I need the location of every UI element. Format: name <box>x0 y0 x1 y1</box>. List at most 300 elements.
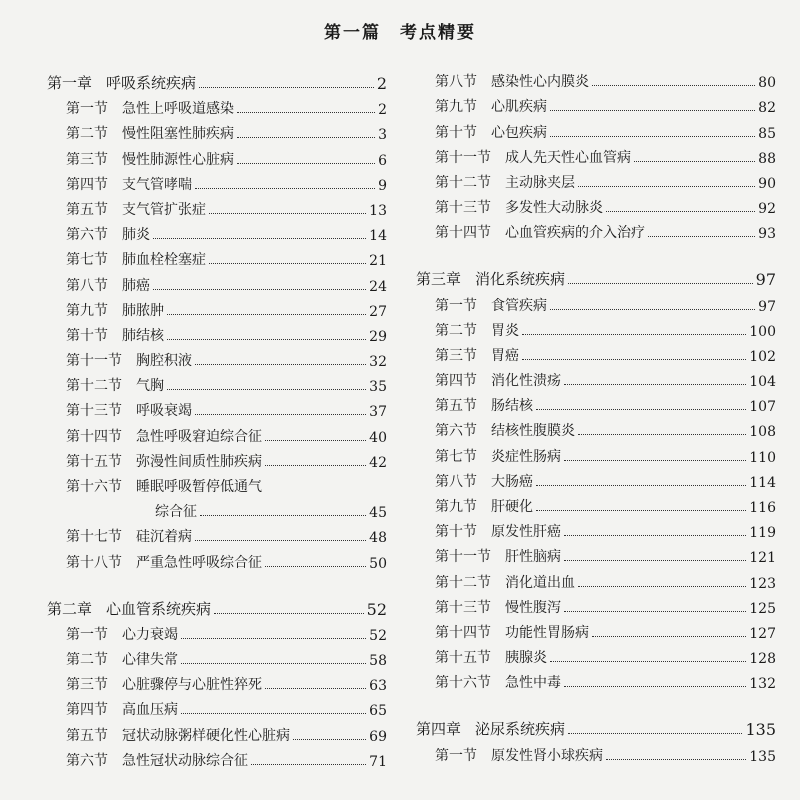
entry-page-number: 35 <box>369 379 387 396</box>
entry-label <box>66 451 262 471</box>
entry-title: 硅沉着病 <box>136 529 192 546</box>
dot-leader <box>195 414 366 415</box>
section-gap <box>416 242 776 262</box>
entry-page-number: 14 <box>369 228 387 245</box>
entry-page-number: 27 <box>369 303 387 320</box>
dot-leader <box>648 236 755 237</box>
dot-leader <box>237 112 375 113</box>
entry-label <box>66 325 164 345</box>
toc-section-entry[interactable] <box>416 66 776 91</box>
toc-right-column <box>416 66 776 765</box>
toc-section-entry[interactable] <box>416 116 776 141</box>
entry-label <box>435 597 561 617</box>
entry-label <box>435 172 575 192</box>
entry-title: 急性呼吸窘迫综合征 <box>136 428 262 445</box>
entry-label <box>66 123 234 143</box>
entry-number: 第八节 <box>435 74 477 91</box>
entry-label <box>435 222 645 242</box>
dot-leader <box>522 359 746 360</box>
toc-chapter-entry[interactable] <box>416 262 776 289</box>
entry-label <box>416 268 565 289</box>
entry-label <box>66 199 206 219</box>
entry-title: 支气管扩张症 <box>122 201 206 218</box>
toc-section-entry[interactable] <box>47 244 387 269</box>
entry-page-number: 29 <box>369 328 387 345</box>
entry-number: 第六节 <box>66 752 108 769</box>
entry-label <box>435 147 631 167</box>
entry-number: 第九节 <box>66 302 108 319</box>
dot-leader <box>550 136 755 137</box>
entry-title: 心血管疾病的介入治疗 <box>505 225 645 242</box>
entry-label <box>435 521 561 541</box>
entry-page-number: 97 <box>758 298 776 315</box>
dot-leader <box>550 309 755 310</box>
dot-leader <box>153 238 366 239</box>
entry-title: 气胸 <box>136 378 164 395</box>
toc-section-entry[interactable] <box>47 93 387 118</box>
toc-section-entry[interactable] <box>416 289 776 314</box>
dot-leader <box>564 535 746 536</box>
entry-label <box>435 370 561 390</box>
toc-section-entry[interactable] <box>416 592 776 617</box>
entry-label <box>66 149 234 169</box>
entry-number: 第八节 <box>435 473 477 490</box>
entry-title: 支气管哮喘 <box>122 176 192 193</box>
entry-number: 第十四节 <box>435 624 491 641</box>
entry-title: 高血压病 <box>122 702 178 719</box>
entry-number: 第十八节 <box>66 554 122 571</box>
entry-title: 大肠癌 <box>491 473 533 490</box>
entry-title: 心血管系统疾病 <box>106 599 212 618</box>
toc-section-entry[interactable] <box>416 617 776 642</box>
entry-page-number: 13 <box>369 202 387 219</box>
toc-section-entry[interactable] <box>416 390 776 415</box>
entry-title: 弥漫性间质性肺疾病 <box>136 453 262 470</box>
entry-label <box>435 496 533 516</box>
entry-label <box>435 96 547 116</box>
entry-label <box>66 624 178 644</box>
toc-section-entry[interactable] <box>47 745 387 770</box>
entry-title: 肝性脑病 <box>505 549 561 566</box>
toc-section-entry[interactable] <box>47 546 387 571</box>
entry-title: 消化道出血 <box>505 574 575 591</box>
entry-page-number: 3 <box>378 127 387 144</box>
entry-title: 急性冠状动脉综合征 <box>122 752 248 769</box>
toc-section-entry[interactable] <box>47 446 387 471</box>
entry-label <box>66 300 164 320</box>
entry-number: 第二节 <box>435 322 477 339</box>
entry-number: 第十三节 <box>435 599 491 616</box>
entry-title: 睡眠呼吸暂停低通气 <box>136 479 262 495</box>
entry-label <box>66 725 290 745</box>
entry-label <box>435 71 589 91</box>
entry-title: 呼吸衰竭 <box>136 403 192 420</box>
entry-number: 第五节 <box>66 727 108 744</box>
entry-page-number: 58 <box>369 652 387 669</box>
dot-leader <box>237 137 375 138</box>
dot-leader <box>606 759 746 760</box>
entry-title: 心力衰竭 <box>122 626 178 643</box>
toc-chapter-entry[interactable] <box>47 592 387 619</box>
entry-page-number: 127 <box>749 625 776 642</box>
entry-label <box>66 375 164 395</box>
entry-label <box>66 350 192 370</box>
toc-section-entry[interactable] <box>416 541 776 566</box>
toc-section-entry[interactable] <box>416 340 776 365</box>
dot-leader <box>550 110 755 111</box>
toc-section-entry[interactable] <box>47 219 387 244</box>
entry-page-number: 65 <box>369 703 387 720</box>
entry-number: 第八节 <box>66 277 108 294</box>
entry-number: 第十三节 <box>66 403 122 420</box>
dot-leader <box>195 540 366 541</box>
toc-section-entry[interactable] <box>416 466 776 491</box>
dot-leader <box>293 739 366 740</box>
entry-title: 肺结核 <box>122 327 164 344</box>
entry-title: 肺炎 <box>122 227 150 244</box>
entry-label <box>435 672 561 692</box>
entry-label <box>435 446 561 466</box>
entry-label <box>66 426 262 446</box>
entry-number: 第十三节 <box>435 200 491 217</box>
entry-number: 第一章 <box>47 74 93 92</box>
dot-leader <box>237 163 375 164</box>
entry-page-number: 132 <box>749 676 776 693</box>
toc-section-entry[interactable] <box>416 315 776 340</box>
entry-number: 第五节 <box>435 398 477 415</box>
dot-leader <box>568 733 742 734</box>
entry-page-number: 100 <box>749 323 776 340</box>
entry-page-number: 24 <box>369 278 387 295</box>
dot-leader <box>153 289 366 290</box>
toc-section-entry[interactable] <box>47 194 387 219</box>
entry-number: 第六节 <box>66 227 108 244</box>
toc-section-entry[interactable] <box>416 415 776 440</box>
entry-number: 第六节 <box>435 423 477 440</box>
toc-left-column <box>47 66 387 770</box>
toc-section-entry[interactable] <box>47 370 387 395</box>
dot-leader <box>536 485 746 486</box>
toc-section-entry[interactable] <box>416 739 776 764</box>
entry-page-number: 52 <box>366 599 387 619</box>
entry-page-number: 6 <box>378 152 387 169</box>
toc-section-entry[interactable] <box>47 471 387 496</box>
toc-section-entry[interactable] <box>416 167 776 192</box>
entry-page-number: 102 <box>749 348 776 365</box>
entry-label <box>66 649 178 669</box>
toc-entry-continuation[interactable] <box>47 496 387 521</box>
entry-title: 消化性溃疡 <box>491 373 561 390</box>
toc-section-entry[interactable] <box>47 669 387 694</box>
toc-section-entry[interactable] <box>416 667 776 692</box>
dot-leader <box>564 384 746 385</box>
entry-number: 第九节 <box>435 99 477 116</box>
entry-page-number: 42 <box>369 454 387 471</box>
entry-page-number: 123 <box>749 575 776 592</box>
toc-section-entry[interactable] <box>416 142 776 167</box>
entry-page-number: 21 <box>369 253 387 270</box>
entry-title: 原发性肾小球疾病 <box>491 747 603 764</box>
entry-label <box>416 718 565 739</box>
entry-page-number: 90 <box>758 175 776 192</box>
toc-section-entry[interactable] <box>47 719 387 744</box>
entry-number: 第十四节 <box>66 428 122 445</box>
entry-number: 第一节 <box>66 626 108 643</box>
entry-page-number: 110 <box>749 449 776 466</box>
entry-number: 第一节 <box>435 297 477 314</box>
dot-leader <box>200 515 366 516</box>
entry-title: 急性中毒 <box>505 675 561 692</box>
entry-label <box>66 750 248 770</box>
toc-chapter-entry[interactable] <box>416 712 776 739</box>
toc-section-entry[interactable] <box>47 143 387 168</box>
dot-leader <box>634 161 755 162</box>
entry-page-number: 92 <box>758 201 776 218</box>
toc-section-entry[interactable] <box>47 320 387 345</box>
dot-leader <box>592 85 755 86</box>
toc-section-entry[interactable] <box>47 644 387 669</box>
entry-title: 感染性心内膜炎 <box>491 74 589 91</box>
toc-chapter-entry[interactable] <box>47 66 387 93</box>
entry-page-number: 119 <box>749 525 776 542</box>
toc-section-entry[interactable] <box>416 440 776 465</box>
entry-page-number: 52 <box>369 627 387 644</box>
toc-section-entry[interactable] <box>47 345 387 370</box>
dot-leader <box>167 389 366 390</box>
entry-label <box>435 345 519 365</box>
entry-page-number: 93 <box>758 226 776 243</box>
entry-label <box>66 674 262 694</box>
entry-title: 胃炎 <box>491 322 519 339</box>
entry-title: 结核性腹膜炎 <box>491 423 575 440</box>
entry-number: 第一节 <box>435 747 477 764</box>
entry-label <box>66 552 262 572</box>
toc-section-entry[interactable] <box>47 118 387 143</box>
entry-number: 第十五节 <box>66 453 122 470</box>
entry-label <box>66 98 234 118</box>
dot-leader <box>564 611 746 612</box>
entry-label <box>435 572 575 592</box>
entry-page-number: 97 <box>755 270 776 290</box>
entry-number: 第七节 <box>435 448 477 465</box>
toc-section-entry[interactable] <box>416 192 776 217</box>
entry-number: 第四章 <box>416 720 462 739</box>
entry-label <box>435 745 603 765</box>
toc-section-entry[interactable] <box>416 217 776 242</box>
dot-leader <box>550 661 746 662</box>
entry-number: 第十二节 <box>435 174 491 191</box>
entry-title: 胰腺炎 <box>505 650 547 667</box>
dot-leader <box>195 364 366 365</box>
page-title: 第一篇 考点精要 <box>324 23 476 43</box>
dot-leader <box>564 560 746 561</box>
entry-page-number: 128 <box>749 651 776 668</box>
entry-number: 第十二节 <box>66 378 122 395</box>
entry-number: 第一节 <box>66 101 108 118</box>
entry-title: 肝硬化 <box>491 499 533 515</box>
entry-title: 食管疾病 <box>491 297 547 314</box>
dot-leader <box>592 636 746 637</box>
entry-page-number: 63 <box>369 678 387 695</box>
toc-section-entry[interactable] <box>47 295 387 320</box>
entry-number: 第二章 <box>47 599 93 618</box>
entry-title: 冠状动脉粥样硬化性心脏病 <box>122 727 290 744</box>
dot-leader <box>568 283 753 284</box>
entry-page-number: 71 <box>369 753 387 770</box>
dot-leader <box>209 263 366 264</box>
entry-page-number: 32 <box>369 354 387 371</box>
entry-page-number: 114 <box>749 474 776 491</box>
dot-leader <box>578 586 746 587</box>
entry-number: 第十五节 <box>435 650 491 667</box>
entry-page-number: 85 <box>758 125 776 142</box>
entry-page-number: 50 <box>369 555 387 572</box>
entry-number: 第十一节 <box>435 149 491 166</box>
dot-leader <box>181 663 366 664</box>
entry-label <box>435 295 547 315</box>
entry-number: 第三节 <box>66 677 108 694</box>
entry-number: 第十六节 <box>66 479 122 495</box>
entry-number: 第七节 <box>66 252 108 269</box>
section-gap <box>416 692 776 712</box>
dot-leader <box>265 465 366 466</box>
toc-section-entry[interactable] <box>47 694 387 719</box>
entry-number: 第四节 <box>66 176 108 193</box>
dot-leader <box>606 211 755 212</box>
entry-number: 第十节 <box>66 327 108 344</box>
entry-number: 第三节 <box>66 151 108 168</box>
entry-page-number: 82 <box>758 100 776 117</box>
entry-title: 原发性肝癌 <box>491 524 561 541</box>
entry-title: 肠结核 <box>491 398 533 415</box>
toc-section-entry[interactable] <box>47 395 387 420</box>
entry-page-number: 37 <box>369 404 387 421</box>
entry-label <box>435 622 589 642</box>
entry-number: 第十节 <box>435 524 477 541</box>
entry-title: 慢性阻塞性肺疾病 <box>122 126 234 143</box>
toc-section-entry[interactable] <box>47 619 387 644</box>
entry-title: 心律失常 <box>122 651 178 668</box>
toc-section-entry[interactable] <box>416 91 776 116</box>
entry-label <box>435 122 547 142</box>
entry-title: 肺血栓栓塞症 <box>122 252 206 269</box>
entry-number: 第二节 <box>66 651 108 668</box>
entry-number: 第四节 <box>435 373 477 390</box>
entry-title: 心包疾病 <box>491 124 547 141</box>
dot-leader <box>214 613 364 614</box>
entry-number: 第十二节 <box>435 574 491 591</box>
entry-label <box>47 598 211 619</box>
entry-number: 第十四节 <box>435 225 491 242</box>
dot-leader <box>195 188 375 189</box>
dot-leader <box>167 314 366 315</box>
dot-leader <box>265 688 366 689</box>
dot-leader <box>167 339 366 340</box>
entry-page-number: 135 <box>745 720 776 740</box>
dot-leader <box>209 213 366 214</box>
entry-page-number: 40 <box>369 429 387 446</box>
entry-page-number: 107 <box>749 399 776 416</box>
toc-section-entry[interactable] <box>47 169 387 194</box>
dot-leader <box>522 334 746 335</box>
dot-leader <box>251 764 366 765</box>
entry-page-number: 69 <box>369 728 387 745</box>
entry-page-number: 9 <box>378 177 387 194</box>
entry-label <box>435 320 519 340</box>
entry-label <box>435 546 561 566</box>
entry-title: 严重急性呼吸综合征 <box>136 554 262 571</box>
entry-number: 第五节 <box>66 201 108 218</box>
entry-number: 第十一节 <box>435 549 491 566</box>
entry-title: 慢性腹泻 <box>505 599 561 616</box>
entry-page-number: 88 <box>758 150 776 167</box>
toc-section-entry[interactable] <box>416 491 776 516</box>
entry-title: 主动脉夹层 <box>505 174 575 191</box>
dot-leader <box>199 87 374 88</box>
entry-title: 慢性肺源性心脏病 <box>122 151 234 168</box>
toc-section-entry[interactable] <box>416 516 776 541</box>
entry-title: 消化系统疾病 <box>475 270 566 289</box>
dot-leader <box>181 713 366 714</box>
entry-label <box>66 400 192 420</box>
entry-number: 第九节 <box>435 499 477 515</box>
entry-label <box>435 395 533 415</box>
entry-number: 第三节 <box>435 347 477 364</box>
entry-label <box>66 174 192 194</box>
entry-label <box>66 275 150 295</box>
entry-title: 炎症性肠病 <box>491 448 561 465</box>
toc-section-entry[interactable] <box>47 521 387 546</box>
entry-page-number: 48 <box>369 530 387 547</box>
entry-label <box>66 476 262 496</box>
entry-title: 急性上呼吸道感染 <box>122 101 234 118</box>
entry-title: 心肌疾病 <box>491 99 547 116</box>
entry-number: 第十七节 <box>66 529 122 546</box>
toc-section-entry[interactable] <box>416 365 776 390</box>
entry-label <box>66 224 150 244</box>
entry-label <box>435 471 533 491</box>
entry-number: 第十节 <box>435 124 477 141</box>
entry-label <box>66 249 206 269</box>
entry-page-number: 116 <box>749 500 776 516</box>
entry-number: 第十一节 <box>66 353 122 370</box>
entry-label <box>435 197 603 217</box>
toc-section-entry[interactable] <box>47 420 387 445</box>
entry-label <box>66 699 178 719</box>
entry-title: 呼吸系统疾病 <box>106 74 197 92</box>
dot-leader <box>265 566 366 567</box>
entry-title: 胃癌 <box>491 347 519 364</box>
entry-title: 多发性大动脉炎 <box>505 200 603 217</box>
toc-section-entry[interactable] <box>416 642 776 667</box>
entry-title: 肺癌 <box>122 277 150 294</box>
dot-leader <box>265 440 366 441</box>
entry-number: 第四节 <box>66 702 108 719</box>
dot-leader <box>564 686 746 687</box>
toc-section-entry[interactable] <box>47 269 387 294</box>
entry-page-number: 135 <box>749 748 776 765</box>
dot-leader <box>181 638 366 639</box>
toc-section-entry[interactable] <box>416 566 776 591</box>
entry-page-number: 121 <box>749 550 776 567</box>
entry-number: 第二节 <box>66 126 108 143</box>
entry-number: 第三章 <box>416 270 462 289</box>
entry-label <box>47 72 196 93</box>
entry-label <box>435 647 547 667</box>
entry-page-number: 108 <box>749 424 776 441</box>
dot-leader <box>536 510 746 511</box>
entry-page-number: 125 <box>749 600 776 617</box>
